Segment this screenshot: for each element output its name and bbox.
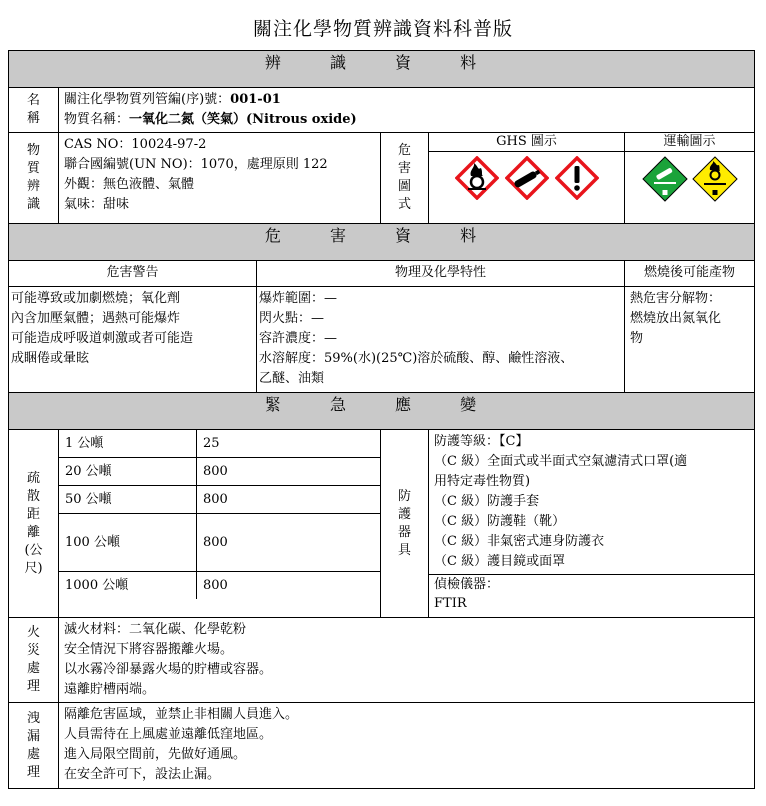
evacuation-distance-table [59,430,381,618]
section-emergency-header: 緊 急 應 變 [9,393,755,430]
distance-row: 100 公噸 800 [59,514,380,572]
distance-row: 1000 公噸 800 [59,572,380,600]
hazard-warning-header: 危害警告 [9,261,257,287]
distance-row: 20 公噸 800 [59,458,380,486]
ppe-cell: 防護等級：【C】 （C 級）全面式或半面式空氣濾清式口罩(適 用特定毒性物質) （C 級）防護手套 （C 級）防護鞋（靴） （C 級）非氣密式連身防護衣 （C 級）護目鏡或面罩 偵檢儀器： FTIR [429,430,755,618]
hazard-warnings: 可能導致或加劇燃燒；氧化劑 內含加壓氣體；遇熱可能爆炸 可能造成呼吸道刺激或者可能造 成睏倦或暈眩 [9,287,257,393]
sds-table [8,50,755,789]
distance-row: 1 公噸 25 [59,430,380,458]
section-identification-header: 辨 識 資 料 [9,51,755,88]
identity-cell: CAS NO：10024-97-2 聯合國編號(UN NO)：1070，處理原則 122 外觀：無色液體、氣體 氣味：甜味 [59,133,381,224]
exclamation-mark-icon [555,156,599,200]
section-hazard-header: 危 害 資 料 [9,224,755,261]
detector-value: FTIR [434,596,467,611]
ppe-level: 防護等級：【C】 [434,434,529,449]
ghs-cell: GHS 圖示 [429,133,625,224]
ppe-label: 防 護 器 具 [381,430,429,618]
gas-cylinder-icon [505,156,549,200]
substance-name: 一氧化二氮（笑氣）(Nitrous oxide) [129,112,357,127]
identity-label: 物 質 辨 識 [9,133,59,224]
leak-handling-label: 洩 漏 處 理 [9,703,59,789]
fire-handling-cell: 滅火材料：二氧化碳、化學乾粉 安全情況下將容器搬離火場。 以水霧冷卻暴露火場的貯槽或容器。 遠離貯槽兩端。 [59,618,755,703]
physchem-header: 物理及化學特性 [257,261,625,287]
evacuation-distance-label: 疏 散 距 離 (公 尺) [9,430,59,618]
list-number: 001-01 [230,92,281,107]
oxidizer-diamond-icon [692,156,738,202]
combustion-header: 燃燒後可能產物 [625,261,755,287]
physchem-properties: 爆炸範圍：— 閃火點：— 容許濃度：— 水溶解度：59%(水)(25℃)溶於硫酸、醇、鹼性溶液、 乙醚、油類 [257,287,625,393]
pictogram-label: 危 害 圖 式 [381,133,429,224]
fire-handling-label: 火 災 處 理 [9,618,59,703]
transport-cell: 運輸圖示 [625,133,755,224]
document-title: 關注化學物質辨識資料科普版 [252,18,513,40]
flame-over-circle-icon [455,156,499,200]
leak-handling-cell: 隔離危害區域，並禁止非相關人員進入。 人員需待在上風處並遠離低窪地區。 進入局限空間前，先做好通風。 在安全許可下，設法止漏。 [59,703,755,789]
distance-row: 50 公噸 800 [59,486,380,514]
name-cell: 關注化學物質列管編(序)號：001-01 物質名稱：一氧化二氮（笑氣）(Nitrous oxide) [59,88,755,133]
name-label: 名 稱 [9,88,59,133]
non-flammable-gas-diamond-icon [642,156,688,202]
combustion-products: 熱危害分解物： 燃燒放出氮氧化 物 [625,287,755,393]
